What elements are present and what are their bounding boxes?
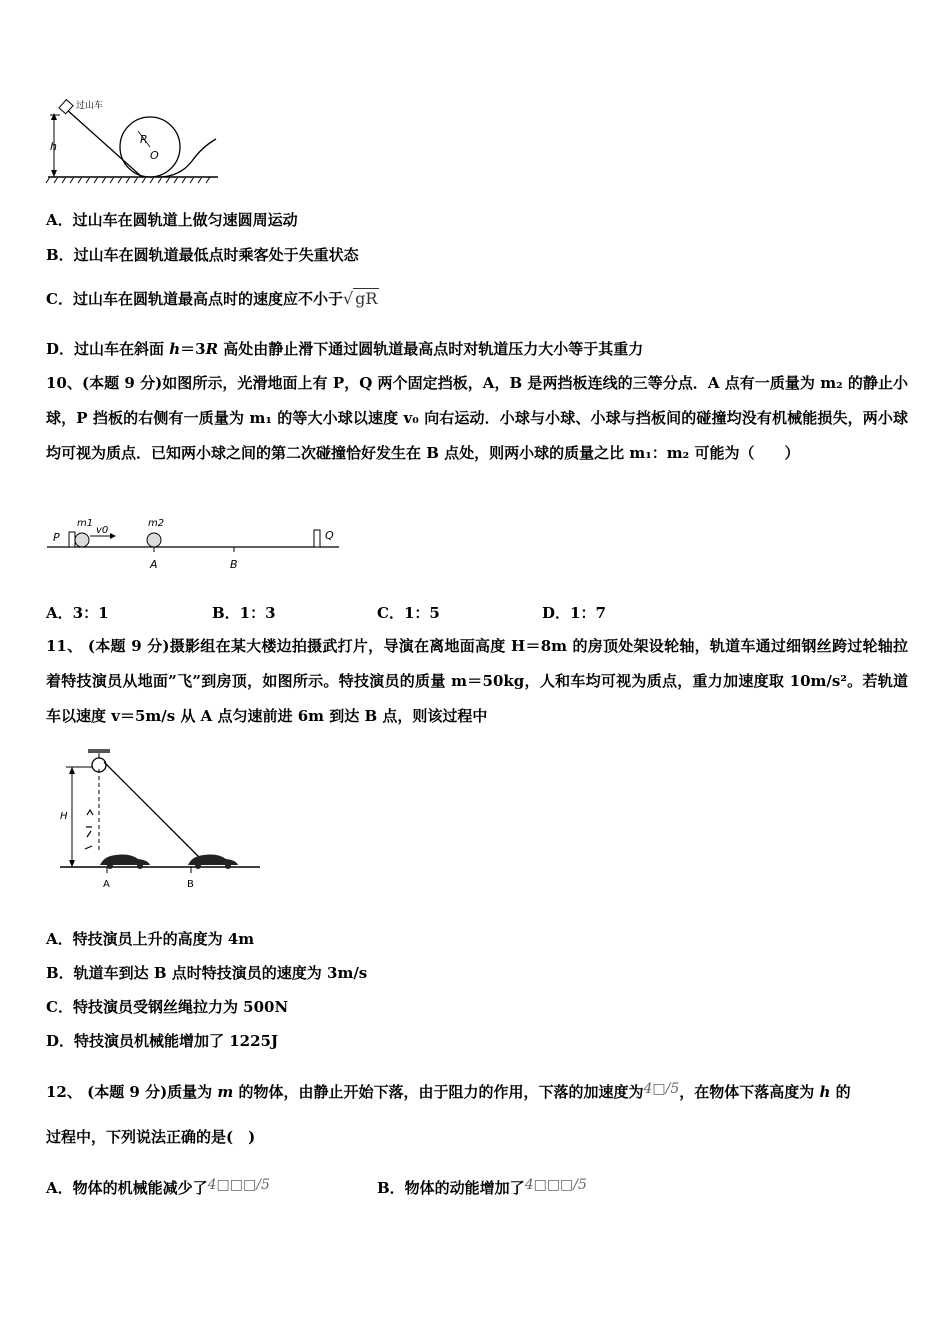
height-h-label: H (60, 811, 68, 822)
q12-option-a: A．物体的机械能减少了4□□□/5 (46, 1177, 270, 1197)
q10-stem: 10、(本题 9 分)如图所示，光滑地面上有 P，Q 两个固定挡板，A，B 是两挡板连线的三等分点．A 点有一质量为 m₂ 的静止小球，P 挡板的右侧有一质量为 m₁ 的等大小球以速度 v₀ 向右运动．小球与小球、小球与挡板间的碰撞均没有机械能损失，两小球均可视为质点．已知两小球之间的第二次碰撞恰好发生在 B 点处，则两小球的质量之比 m₁：m₂ 可能为（ ） (46, 374, 908, 462)
q11-option-a: A．特技演员上升的高度为 4m (46, 930, 255, 948)
acceleration-formula: 4□/5 (643, 1081, 680, 1097)
q12-option-b: B．物体的动能增加了4□□□/5 (377, 1177, 587, 1197)
q11-option-b: B．轨道车到达 B 点时特技演员的速度为 3m/s (46, 964, 368, 982)
mechanical-energy-formula: 4□□□/5 (207, 1177, 270, 1193)
sqrt-gr-formula: √ gR (342, 289, 378, 308)
barrier-q-label: Q (325, 529, 334, 542)
q10-option-d: D．1：7 (542, 604, 606, 622)
center-label: O (150, 149, 159, 162)
v0-label: v0 (96, 525, 109, 536)
q9-option-a: A．过山车在圆轨道上做匀速圆周运动 (46, 211, 298, 229)
m1-label: m1 (77, 518, 94, 529)
q10-option-a: A．3：1 (46, 604, 109, 622)
q9-option-b: B．过山车在圆轨道最低点时乘客处于失重状态 (46, 246, 359, 264)
q12-stem-line2: 过程中，下列说法正确的是( ) (46, 1128, 256, 1146)
height-label: h (50, 140, 57, 153)
car-point-b-label: B (187, 879, 194, 890)
car-label: 过山车 (76, 101, 104, 111)
pulley-figure (60, 745, 270, 895)
q10-option-c: C．1：5 (377, 604, 440, 622)
barrier-p-label: P (53, 531, 60, 544)
kinetic-energy-formula: 4□□□/5 (524, 1177, 587, 1193)
point-b-label: B (230, 558, 238, 571)
q12-stem-line1: 12、 (本题 9 分)质量为 m 的物体，由静止开始下落，由于阻力的作用，下落的加速度为4□/5，在物体下落高度为 h 的 (46, 1081, 851, 1101)
q9-option-c-text: C．过山车在圆轨道最高点时的速度应不小于 (46, 290, 343, 308)
q11-option-c: C．特技演员受钢丝绳拉力为 500N (46, 998, 289, 1016)
roller-coaster-figure (40, 95, 225, 185)
q11-stem: 11、 (本题 9 分)摄影组在某大楼边拍摄武打片，导演在离地面高度 H＝8m 的房顶处架设轮轴，轨道车通过细钢丝跨过轮轴拉着特技演员从地面”飞”到房顶，如图所示。特技演员的质量 m＝50kg，人和车均可视为质点，重力加速度取 10m/s²。若轨道车以速度 v＝5m/s 从 A 点匀速前进 6m 到达 B 点，则该过程中 (46, 637, 908, 725)
q11-option-d: D．特技演员机械能增加了 1225J (46, 1032, 279, 1050)
collision-figure (44, 512, 344, 577)
q9-option-c (46, 289, 379, 309)
car-point-a-label: A (103, 879, 110, 890)
q10-option-b: B．1：3 (212, 604, 276, 622)
q9-option-d: D．过山车在斜面 h＝3R 高处由静止滑下通过圆轨道最高点时对轨道压力大小等于其重力 (46, 340, 644, 358)
m2-label: m2 (148, 518, 165, 529)
point-a-label: A (150, 558, 158, 571)
radius-label: R (140, 133, 148, 146)
